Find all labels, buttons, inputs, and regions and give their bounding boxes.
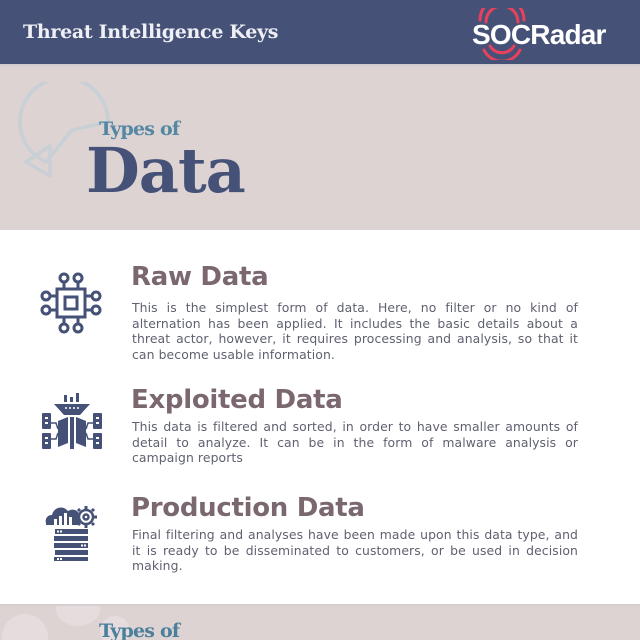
cloud-server-gear-icon: [40, 501, 104, 561]
item-title: Exploited Data: [131, 385, 343, 415]
header-bar: [0, 0, 640, 64]
socradar-logo: [470, 8, 630, 60]
item-title: Raw Data: [131, 262, 269, 292]
item-description: Final filtering and analyses have been made upon this data type, and it is ready to be disseminated to customers, or be used in decision making.: [132, 527, 578, 574]
next-section-band: [0, 604, 640, 640]
hero-title: Data: [86, 134, 245, 207]
decorative-bubble: [2, 614, 48, 640]
footer-kicker: Types of: [99, 620, 180, 640]
item-title: Production Data: [131, 493, 365, 523]
hero-section: [0, 64, 640, 230]
logo-text: SOCRadar: [472, 19, 606, 50]
circuit-chip-icon: [40, 272, 102, 334]
data-filter-funnel-icon: [40, 393, 104, 453]
header-title: Threat Intelligence Keys: [23, 21, 279, 43]
item-description: This data is filtered and sorted, in order to have smaller amounts of detail to analyze. It can be in the form of malware analysis or campaign reports: [132, 419, 578, 466]
hero-kicker: Types of: [99, 118, 180, 140]
decorative-bubble: [56, 604, 100, 626]
item-description: This is the simplest form of data. Here, no filter or no kind of alternation has been applied. It includes the basic details about a threat actor, however, it requires processing and analysis, so that it can become usable information.: [132, 300, 578, 362]
